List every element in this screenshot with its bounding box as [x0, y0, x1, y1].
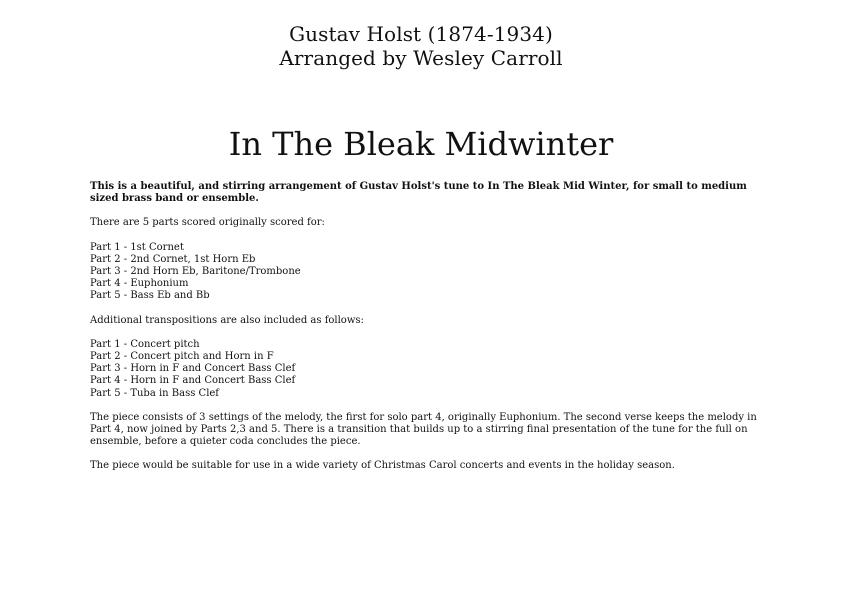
- header: [0, 22, 842, 70]
- parts-list: [90, 242, 770, 303]
- list-item: Part 1 - Concert pitch: [90, 338, 200, 350]
- list-item: Part 4 - Euphonium: [90, 278, 189, 290]
- parts-heading: There are 5 parts scored originally scored for:: [90, 217, 325, 229]
- description-content: [90, 181, 770, 485]
- list-item: Part 5 - Bass Eb and Bb: [90, 290, 210, 302]
- transpositions-list: [90, 339, 770, 400]
- list-item: Part 4 - Horn in F and Concert Bass Clef: [90, 375, 296, 387]
- composer-line: Gustav Holst (1874-1934): [289, 22, 553, 46]
- list-item: Part 3 - Horn in F and Concert Bass Clef: [90, 363, 296, 375]
- list-item: Part 3 - 2nd Horn Eb, Baritone/Trombone: [90, 266, 301, 278]
- intro-paragraph: This is a beautiful, and stirring arrangement of Gustav Holst's tune to In The Bleak Mid Winter, for small to medium sized brass band or ensemble.: [90, 181, 747, 205]
- transpositions-heading: Additional transpositions are also included as follows:: [90, 314, 364, 326]
- list-item: Part 2 - 2nd Cornet, 1st Horn Eb: [90, 253, 256, 265]
- list-item: Part 2 - Concert pitch and Horn in F: [90, 351, 274, 363]
- description-paragraph: The piece consists of 3 settings of the melody, the first for solo part 4, originally Euphonium. The second verse keeps the melody in Part 4, now joined by Parts 2,3 and 5. There is a transition that builds up to a stirring final presentation of the tune for the full on ensemble, before a quieter coda concludes the piece.: [90, 411, 757, 448]
- list-item: Part 1 - 1st Cornet: [90, 241, 184, 253]
- page-title: In The Bleak Midwinter: [228, 125, 614, 164]
- suitability-paragraph: The piece would be suitable for use in a wide variety of Christmas Carol concerts and events in the holiday season.: [90, 460, 675, 472]
- list-item: Part 5 - Tuba in Bass Clef: [90, 387, 220, 399]
- arranger-line: Arranged by Wesley Carroll: [279, 46, 563, 70]
